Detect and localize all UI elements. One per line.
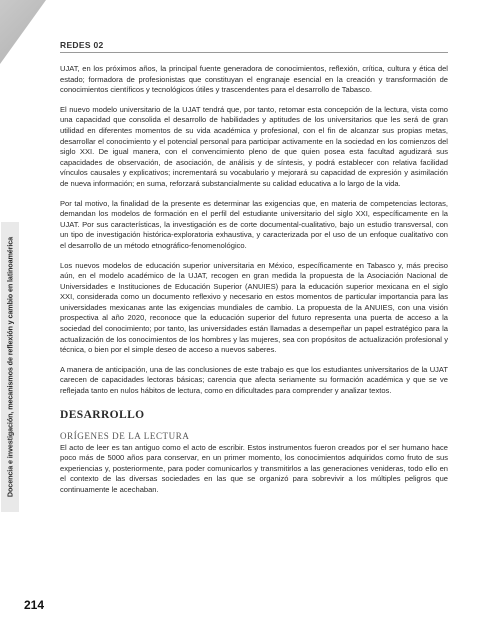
paragraph-1: UJAT, en los próximos años, la principal fuente generadora de conocimientos, reflexión, crítica, cultura y ética del estado; formadora de profesionistas que constituyan el engranaje esencial en la creación y transformación de conocimientos científicos y tecnológicos útiles y trascendentes para el desarrollo de Tabasco. — [60, 64, 448, 95]
paragraph-5: A manera de anticipación, una de las conclusiones de este trabajo es que los estudiantes universitarios de la UJAT carecen de capacidades lectoras básicas; carencia que afecta seriamente su formación académica y que se ve reflejada tanto en nulos hábitos de lectura, como en dificultades para comprender y analizar textos. — [60, 364, 448, 396]
article-body — [60, 64, 448, 505]
paragraph-2: El nuevo modelo universitario de la UJAT tendrá que, por tanto, retomar esta concepción de la lectura, vista como una capacidad que consolida el desarrollo de habilidades y aptitudes de los universitarios que les será de gran utilidad en diferentes momentos de su vida académica y profesional, con el fin de alcanzar sus propias metas, desarrollar el conocimiento y el potencial personal para participar activamente en la sociedad en los comienzos del siglo XXI. De igual manera, con el convencimiento pleno de que quien posea esta facultad agudizará sus capacidades de observación, de asociación, de análisis y de síntesis, y podrá establecer con relativa facilidad vínculos causales y explicativos; incrementará su vocabulario y mejorará su capacidad de expresión y asimilación de nueva información; en suma, reforzará substancialmente su calidad educativa a lo largo de la vida. — [60, 104, 448, 188]
subsection-paragraph: El acto de leer es tan antiguo como el acto de escribir. Estos instrumentos fueron creados por el ser humano hace poco más de 5000 años para conservar, en un primer momento, los conocimientos adquiridos como fruto de sus experiencias y, posteriormente, para poder comunicarlos y transmitirlos a las generaciones venideras, todo ello en el contexto de las diversas sociedades en las que se organizó para sobrevivir a los múltiples peligros que continuamente le acechaban. — [60, 442, 448, 494]
corner-tab-decoration — [0, 0, 46, 64]
section-title: DESARROLLO — [60, 408, 145, 421]
subsection-title: ORÍGENES DE LA LECTURA — [60, 430, 190, 441]
vertical-side-title — [1, 222, 19, 512]
running-head: REDES 02 — [60, 40, 104, 50]
header-rule — [60, 52, 448, 53]
paragraph-3: Por tal motivo, la finalidad de la presente es determinar las exigencias que, en materia de competencias lectoras, demandan los modelos de formación en el perfil del estudiante universitario del siglo XXI, específicamente en la UJAT. Por sus características, la investigación es de corte documental-cualitativo, bajo un estudio transversal, con un tipo de investigación histórica-exploratoria exhaustiva, y caracterizada por el uso de un enfoque cualitativo con el desarrollo de un método etnográfico-fenomenológico. — [60, 198, 448, 250]
paragraph-4: Los nuevos modelos de educación superior universitaria en México, específicamente en Tabasco y, más preciso aún, en el modelo académico de la UJAT, recogen en gran medida la propuesta de la Asociación Nacional de Universidades e Instituciones de Educación Superior (ANUIES) para la educación superior mexicana en el siglo XXI, considerada como un documento reflexivo y necesario en estos momentos de particular importancia para las universidades mexicanas ante las exigencias mundiales de cambio. La propuesta de la ANUIES, con una visión prospectiva al año 2020, reconoce que la educación superior del futuro representa una puerta de acceso a la sociedad del conocimiento; por tanto, las universidades están llamadas a desempeñar un papel estratégico para la actualización de los conocimientos de los hombres y las mujeres, sea con propósitos de actualización profesional y técnica, o bien por el simple deseo de acceso a nuevos saberes. — [60, 260, 448, 355]
side-title-text: Docencia e investigación, mecanismos de reflexión y cambio en latinoamérica — [5, 236, 15, 498]
page-number: 214 — [24, 598, 45, 612]
